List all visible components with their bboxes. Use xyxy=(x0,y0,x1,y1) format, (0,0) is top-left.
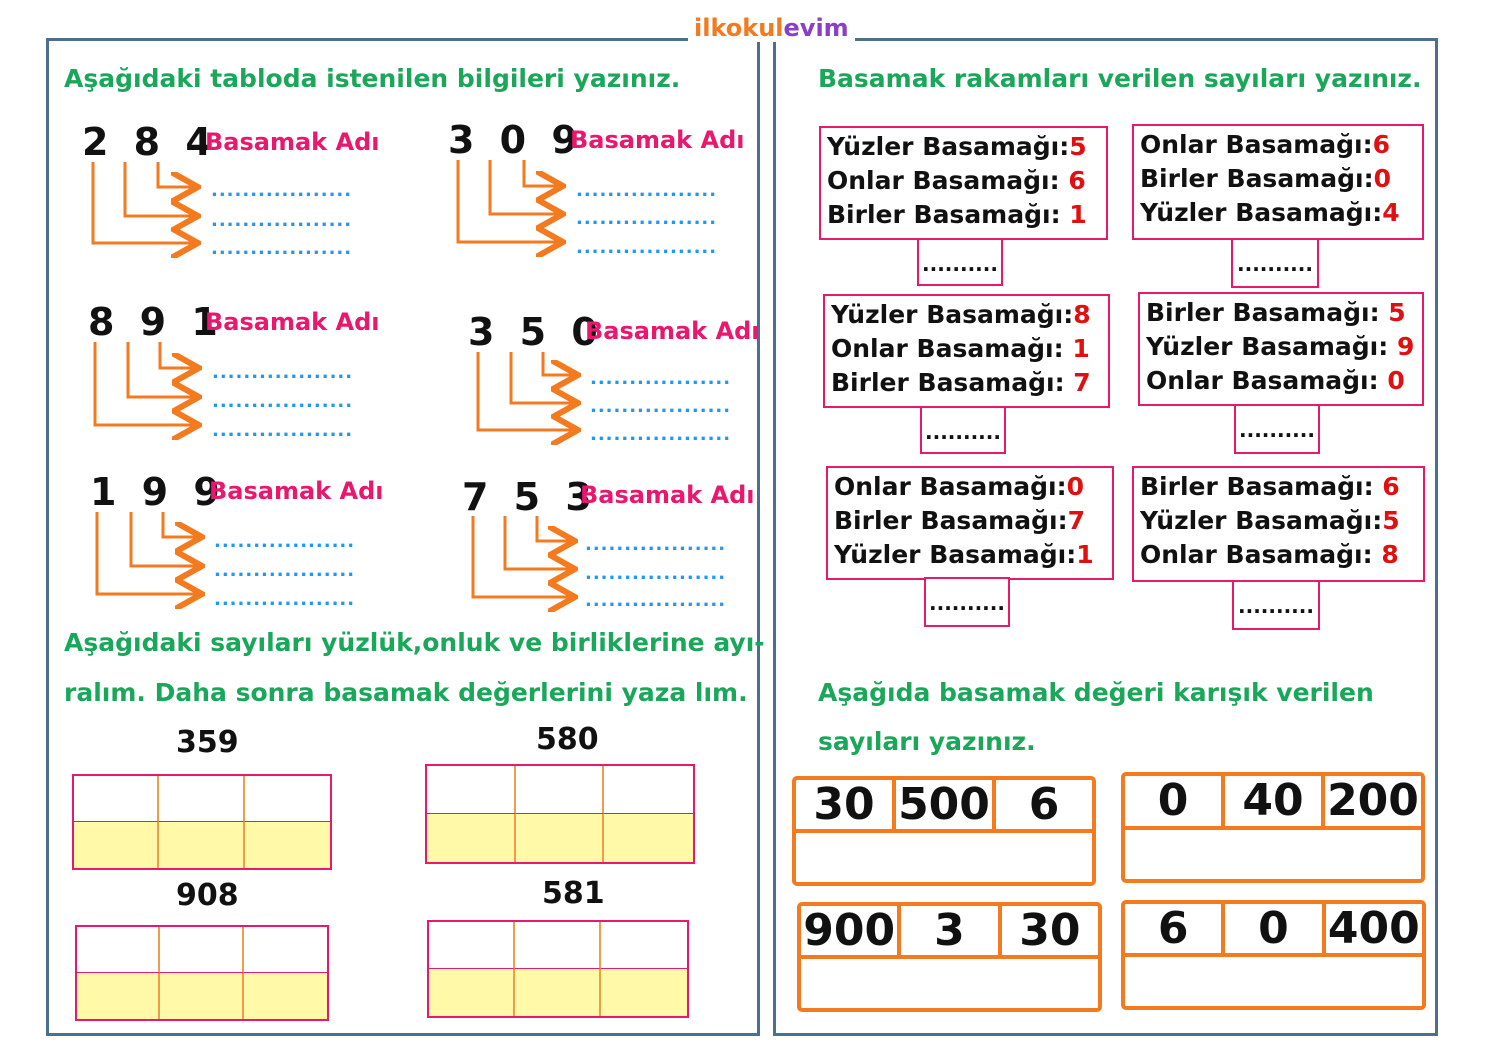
answer-line[interactable]: .................. xyxy=(212,391,354,412)
place-digit: 1 xyxy=(1069,200,1087,229)
cell[interactable] xyxy=(604,766,693,814)
cell[interactable] xyxy=(601,922,687,969)
arrow xyxy=(478,352,575,430)
cell[interactable] xyxy=(516,814,605,862)
digit-group-number: 3 5 0 xyxy=(468,310,604,354)
cell[interactable] xyxy=(604,814,693,862)
place-value-table xyxy=(427,920,689,1018)
place-value-table xyxy=(75,925,329,1021)
value-cell: 500 xyxy=(896,780,996,829)
place-name: Yüzler Basamağı: xyxy=(831,300,1074,329)
place-line xyxy=(834,504,1106,538)
place-value-table xyxy=(425,764,695,864)
right-heading-1: Basamak rakamları verilen sayıları yazınız. xyxy=(818,64,1422,93)
place-name: Yüzler Basamağı: xyxy=(1146,332,1389,361)
place-line xyxy=(831,332,1102,366)
arrow xyxy=(97,512,199,594)
answer-line[interactable]: .................. xyxy=(576,180,718,201)
mixed-value-box xyxy=(1121,900,1426,1010)
place-digit: 8 xyxy=(1073,300,1091,329)
place-name: Onlar Basamağı: xyxy=(1140,540,1373,569)
number-label: 359 xyxy=(176,725,239,760)
answer-line[interactable]: .................. xyxy=(576,237,718,258)
answer-area[interactable] xyxy=(1125,957,1422,1006)
arrow xyxy=(473,516,572,597)
value-cell: 6 xyxy=(1125,904,1225,953)
place-line xyxy=(834,470,1106,504)
place-name: Onlar Basamağı: xyxy=(834,472,1067,501)
answer-box[interactable]: .......... xyxy=(1232,580,1320,630)
cell[interactable] xyxy=(244,927,327,973)
number-label: 581 xyxy=(542,876,605,911)
answer-line[interactable]: .................. xyxy=(576,208,718,229)
logo-part-1: ilkokul xyxy=(694,14,784,42)
place-line xyxy=(1140,470,1417,504)
place-digit: 0 xyxy=(1373,164,1391,193)
answer-line[interactable]: .................. xyxy=(585,590,727,611)
place-name: Birler Basamağı: xyxy=(1140,164,1374,193)
place-name-label: Basamak Adı xyxy=(209,477,384,505)
place-digit: 5 xyxy=(1382,506,1400,535)
number-label: 908 xyxy=(176,878,239,913)
cell[interactable] xyxy=(160,973,243,1019)
answer-line[interactable]: .................. xyxy=(212,362,354,383)
answer-line[interactable]: .................. xyxy=(590,396,732,417)
cell[interactable] xyxy=(160,927,243,973)
logo-part-2: evim xyxy=(783,14,849,42)
left-heading-1: Aşağıdaki tabloda istenilen bilgileri yazınız. xyxy=(64,64,681,93)
cell[interactable] xyxy=(245,822,330,868)
place-name: Onlar Basamağı: xyxy=(1146,366,1379,395)
place-arrows xyxy=(0,0,760,620)
cell[interactable] xyxy=(515,969,601,1016)
place-line xyxy=(1146,330,1416,364)
place-digit: 6 xyxy=(1372,130,1390,159)
place-line xyxy=(831,366,1102,400)
value-cell: 6 xyxy=(1028,779,1060,831)
right-heading-2-line-1: Aşağıda basamak değeri karışık verilen xyxy=(818,678,1374,707)
answer-line[interactable]: .................. xyxy=(212,420,354,441)
place-name-label: Basamak Adı xyxy=(205,308,380,336)
place-line xyxy=(1140,538,1417,572)
answer-area[interactable] xyxy=(801,959,1098,1008)
value-cell: 0 xyxy=(1125,776,1225,826)
left-heading-2-line-1: Aşağıdaki sayıları yüzlük,onluk ve birliklerine ayı- xyxy=(64,628,765,657)
place-name: Yüzler Basamağı: xyxy=(834,540,1077,569)
value-cell: 3 xyxy=(901,906,1001,955)
place-name: Onlar Basamağı: xyxy=(831,334,1064,363)
cell[interactable] xyxy=(245,776,330,822)
number-label: 580 xyxy=(536,722,599,757)
arrow xyxy=(537,516,572,541)
place-digit: 5 xyxy=(1069,132,1087,161)
place-line xyxy=(827,130,1100,164)
place-digit: 9 xyxy=(1396,332,1415,361)
value-cell: 40 xyxy=(1225,776,1325,826)
mixed-value-box xyxy=(792,776,1096,886)
answer-line[interactable]: .................. xyxy=(585,563,727,584)
place-line xyxy=(827,164,1100,198)
answer-box[interactable]: .......... xyxy=(1234,404,1320,454)
place-digits-box xyxy=(819,126,1108,240)
value-cell: 30 xyxy=(796,780,896,829)
place-name: Onlar Basamağı: xyxy=(1140,130,1373,159)
digit-group-number: 1 9 9 xyxy=(90,470,226,514)
answer-box[interactable]: .......... xyxy=(1231,238,1319,288)
arrow xyxy=(93,162,195,243)
digit-group-number: 8 9 1 xyxy=(88,300,224,344)
cell[interactable] xyxy=(601,969,687,1016)
answer-line[interactable]: .................. xyxy=(214,531,356,552)
place-digit: 7 xyxy=(1073,368,1091,397)
place-line xyxy=(827,198,1100,232)
place-digit: 0 xyxy=(1387,366,1405,395)
cell[interactable] xyxy=(429,969,515,1016)
digit-group-number: 3 0 9 xyxy=(448,118,584,162)
place-name: Birler Basamağı: xyxy=(834,506,1068,535)
answer-line[interactable]: .................. xyxy=(585,534,727,555)
digit-group-number: 2 8 4 xyxy=(82,120,218,164)
place-line xyxy=(1140,128,1416,162)
value-cell: 900 xyxy=(801,906,901,955)
place-name: Birler Basamağı: xyxy=(831,368,1065,397)
arrow xyxy=(95,342,196,425)
place-name-label: Basamak Adı xyxy=(570,126,745,154)
place-line xyxy=(1146,296,1416,330)
arrow xyxy=(160,342,196,368)
answer-line[interactable]: .................. xyxy=(214,560,356,581)
arrow xyxy=(131,512,199,566)
place-line xyxy=(1140,196,1416,230)
value-cell: 400 xyxy=(1327,903,1420,955)
place-digit: 5 xyxy=(1388,298,1406,327)
mixed-value-box xyxy=(797,902,1102,1012)
answer-area[interactable] xyxy=(1125,830,1421,879)
digit-group-number: 7 5 3 xyxy=(462,475,598,519)
cell[interactable] xyxy=(159,776,244,822)
place-digit: 6 xyxy=(1068,166,1086,195)
answer-line[interactable]: .................. xyxy=(211,238,353,259)
cell[interactable] xyxy=(77,927,160,973)
place-digit: 1 xyxy=(1072,334,1090,363)
place-digits-box xyxy=(1132,466,1425,582)
place-name-label: Basamak Adı xyxy=(580,481,755,509)
mixed-value-box xyxy=(1121,772,1425,883)
place-name-label: Basamak Adı xyxy=(205,128,380,156)
place-digits-box xyxy=(823,294,1110,408)
cell[interactable] xyxy=(159,822,244,868)
place-name: Yüzler Basamağı: xyxy=(1140,506,1383,535)
cell[interactable] xyxy=(244,973,327,1019)
arrow xyxy=(543,352,575,375)
place-name: Yüzler Basamağı: xyxy=(827,132,1070,161)
place-digit: 7 xyxy=(1067,506,1085,535)
answer-box[interactable]: .......... xyxy=(920,406,1006,454)
value-cell: 0 xyxy=(1225,904,1325,953)
answer-line[interactable]: .................. xyxy=(590,424,732,445)
place-name: Onlar Basamağı: xyxy=(827,166,1060,195)
cell[interactable] xyxy=(515,922,601,969)
value-cell: 30 xyxy=(1019,905,1081,957)
place-digit: 6 xyxy=(1382,472,1400,501)
answer-box[interactable]: .......... xyxy=(924,577,1010,627)
cell[interactable] xyxy=(427,814,516,862)
place-digit: 4 xyxy=(1382,198,1400,227)
cell[interactable] xyxy=(74,822,159,868)
place-line xyxy=(831,298,1102,332)
place-name: Birler Basamağı: xyxy=(827,200,1061,229)
place-digits-box xyxy=(826,466,1114,580)
value-cell: 200 xyxy=(1327,775,1419,827)
place-name: Yüzler Basamağı: xyxy=(1140,198,1383,227)
cell[interactable] xyxy=(74,776,159,822)
place-line xyxy=(834,538,1106,572)
place-line xyxy=(1140,504,1417,538)
answer-line[interactable]: .................. xyxy=(211,210,353,231)
place-digits-box xyxy=(1138,292,1424,406)
answer-line[interactable]: .................. xyxy=(590,368,732,389)
answer-line[interactable]: .................. xyxy=(211,180,353,201)
arrow xyxy=(163,512,199,537)
place-name-label: Basamak Adı xyxy=(585,317,760,345)
cell[interactable] xyxy=(429,922,515,969)
cell[interactable] xyxy=(77,973,160,1019)
place-name: Birler Basamağı: xyxy=(1140,472,1374,501)
place-line xyxy=(1140,162,1416,196)
place-digit: 1 xyxy=(1076,540,1094,569)
cell[interactable] xyxy=(427,766,516,814)
place-name: Birler Basamağı: xyxy=(1146,298,1380,327)
answer-line[interactable]: .................. xyxy=(214,589,356,610)
place-digit: 0 xyxy=(1066,472,1084,501)
cell[interactable] xyxy=(516,766,605,814)
arrow xyxy=(524,160,560,186)
place-digit: 8 xyxy=(1381,540,1399,569)
arrow xyxy=(158,162,195,187)
right-heading-2-line-2: sayıları yazınız. xyxy=(818,727,1036,756)
place-line xyxy=(1146,364,1416,398)
place-digits-box xyxy=(1132,124,1424,240)
left-heading-2-line-2: ralım. Daha sonra basamak değerlerini yaza lım. xyxy=(64,678,748,707)
answer-box[interactable]: .......... xyxy=(917,238,1003,286)
place-value-table xyxy=(72,774,332,870)
answer-area[interactable] xyxy=(796,833,1092,882)
arrow xyxy=(458,160,560,242)
arrow xyxy=(125,162,195,216)
